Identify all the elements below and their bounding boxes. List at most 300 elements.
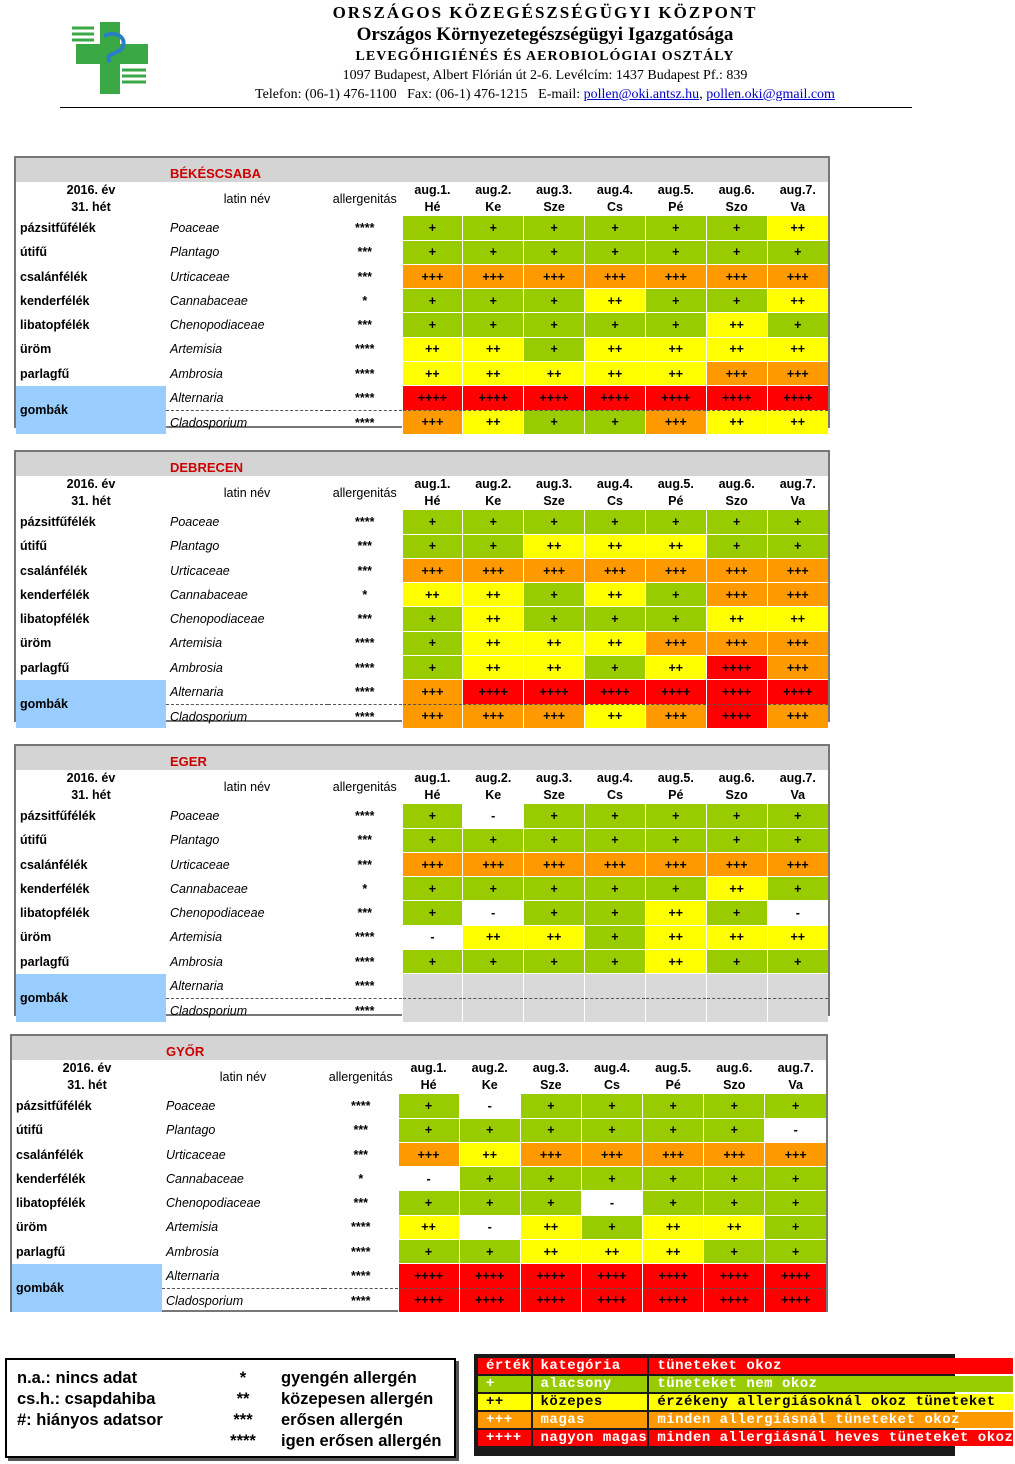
year-week-cell bbox=[16, 770, 166, 804]
pollen-level-cell: - bbox=[767, 901, 828, 925]
day-name: Pé bbox=[668, 200, 684, 215]
pollen-level-cell: + bbox=[524, 950, 585, 974]
pollen-level-cell: ++ bbox=[643, 1240, 704, 1264]
pollen-level-cell: + bbox=[402, 216, 463, 240]
day-header bbox=[704, 1060, 765, 1094]
pollen-level-cell: ++ bbox=[767, 289, 828, 313]
station-table-block bbox=[14, 450, 830, 722]
day-header bbox=[463, 770, 524, 804]
table-row bbox=[16, 583, 828, 607]
pollen-level-cell: ++ bbox=[524, 534, 585, 558]
latin-name: Plantago bbox=[170, 245, 220, 260]
pollen-level-cell: + bbox=[767, 240, 828, 264]
pollen-level-cell bbox=[402, 998, 463, 1022]
pollen-level-cell: + bbox=[581, 1118, 642, 1142]
pollen-level-cell bbox=[706, 974, 767, 998]
pollen-level-cell: + bbox=[520, 1118, 581, 1142]
table-row bbox=[16, 558, 828, 582]
allergenicity-value: **** bbox=[351, 1220, 371, 1235]
pollen-level-cell: +++ bbox=[463, 704, 524, 728]
table-row bbox=[16, 534, 828, 558]
latin-name: Urticaceae bbox=[170, 563, 230, 578]
plant-name: pázsitfűfélék bbox=[20, 809, 96, 824]
plant-name: gombák bbox=[12, 1264, 162, 1313]
day-date: aug.1. bbox=[414, 477, 451, 492]
allergenicity-value: **** bbox=[351, 1099, 371, 1114]
table-row bbox=[16, 313, 828, 337]
plant-name: üröm bbox=[20, 636, 52, 651]
pollen-level-cell: +++ bbox=[767, 631, 828, 655]
pollen-level-cell: +++ bbox=[765, 1142, 826, 1166]
pollen-level-cell: ++ bbox=[767, 216, 828, 240]
pollen-level-cell: + bbox=[459, 1118, 520, 1142]
allergenicity-value: * bbox=[358, 1171, 364, 1186]
pollen-level-cell: ++ bbox=[645, 534, 706, 558]
table-row bbox=[16, 901, 828, 925]
day-name: Cs bbox=[606, 200, 623, 215]
pollen-level-cell: + bbox=[767, 828, 828, 852]
pollen-level-cell: ++ bbox=[585, 289, 646, 313]
org-line-3: LEVEGŐHIGIÉNÉS ÉS AEROBIOLÓGIAI OSZTÁLY bbox=[355, 49, 735, 64]
day-date: aug.3. bbox=[536, 183, 573, 198]
pollen-level-cell bbox=[645, 974, 706, 998]
week-label: 31. hét bbox=[71, 494, 111, 509]
pollen-level-cell: +++ bbox=[706, 583, 767, 607]
pollen-level-cell: +++ bbox=[706, 264, 767, 288]
latin-name: Ambrosia bbox=[170, 366, 223, 381]
day-name: Hé bbox=[420, 1078, 437, 1093]
day-header bbox=[645, 182, 706, 216]
day-name: Hé bbox=[424, 788, 441, 803]
legend-stars: *** bbox=[233, 1411, 253, 1429]
allergenicity-value: **** bbox=[328, 974, 402, 998]
day-name: Pé bbox=[668, 788, 684, 803]
pollen-level-cell: +++ bbox=[463, 558, 524, 582]
day-date: aug.4. bbox=[596, 771, 634, 786]
pollen-level-cell: + bbox=[402, 828, 463, 852]
allergenicity-value: *** bbox=[357, 318, 373, 333]
pollen-level-cell: + bbox=[767, 313, 828, 337]
latin-name-header: latin név bbox=[166, 476, 328, 510]
pollen-level-cell: +++ bbox=[581, 1142, 642, 1166]
pollen-level-cell: +++ bbox=[524, 264, 585, 288]
pollen-level-cell: ++ bbox=[706, 877, 767, 901]
day-header bbox=[402, 476, 463, 510]
day-name: Hé bbox=[424, 494, 441, 509]
latin-name: Alternaria bbox=[166, 974, 328, 998]
day-header bbox=[706, 770, 767, 804]
pollen-level-cell bbox=[402, 974, 463, 998]
day-name: Cs bbox=[606, 788, 623, 803]
pollen-level-cell: ++++ bbox=[765, 1288, 826, 1312]
allergenicity-value: *** bbox=[357, 612, 373, 627]
table-row bbox=[16, 877, 828, 901]
legend-level-value: + bbox=[478, 1376, 531, 1392]
latin-name: Alternaria bbox=[166, 680, 328, 704]
day-date: aug.6. bbox=[718, 477, 755, 492]
pollen-level-cell: +++ bbox=[706, 852, 767, 876]
pollen-level-cell: + bbox=[459, 1191, 520, 1215]
day-date: aug.2. bbox=[475, 477, 512, 492]
pollen-level-cell: + bbox=[398, 1191, 459, 1215]
allergenicity-value: **** bbox=[328, 680, 402, 704]
legend-level-row bbox=[478, 1430, 1013, 1446]
pollen-level-cell: + bbox=[643, 1167, 704, 1191]
legend-code: #: hiányos adatsor bbox=[17, 1411, 163, 1429]
allergenicity-value: *** bbox=[357, 833, 373, 848]
latin-name: Poaceae bbox=[170, 809, 220, 824]
pollen-level-cell: ++ bbox=[463, 631, 524, 655]
pollen-level-cell: +++ bbox=[645, 852, 706, 876]
latin-name-header: latin név bbox=[162, 1060, 324, 1094]
pollen-level-cell: +++ bbox=[767, 656, 828, 680]
pollen-level-cell: + bbox=[398, 1240, 459, 1264]
latin-name: Cannabaceae bbox=[170, 587, 248, 602]
year-label: 2016. év bbox=[66, 477, 116, 492]
allergenicity-value: *** bbox=[357, 906, 373, 921]
pollen-level-cell: +++ bbox=[645, 631, 706, 655]
latin-name: Cannabaceae bbox=[170, 293, 248, 308]
legend-text: gyengén allergén bbox=[281, 1369, 417, 1387]
pollen-table bbox=[16, 746, 828, 1023]
pollen-level-cell: + bbox=[767, 877, 828, 901]
day-name: Sze bbox=[543, 494, 565, 509]
allergenicity-value: **** bbox=[355, 366, 375, 381]
year-label: 2016. év bbox=[62, 1061, 112, 1076]
latin-name: Ambrosia bbox=[166, 1244, 219, 1259]
pollen-level-cell: ++ bbox=[524, 631, 585, 655]
plant-name: üröm bbox=[20, 342, 52, 357]
day-date: aug.7. bbox=[779, 477, 816, 492]
pollen-level-cell: +++ bbox=[706, 631, 767, 655]
legend-level-header bbox=[478, 1358, 1013, 1374]
pollen-level-cell: + bbox=[585, 240, 646, 264]
allergenicity-value: *** bbox=[353, 1147, 369, 1162]
pollen-level-cell: ++ bbox=[581, 1240, 642, 1264]
plant-name: csalánfélék bbox=[20, 269, 88, 284]
pollen-level-cell: +++ bbox=[645, 410, 706, 434]
legend-stars: * bbox=[239, 1369, 247, 1387]
allergenicity-value: **** bbox=[355, 342, 375, 357]
legend-stars: ** bbox=[236, 1390, 250, 1408]
pollen-level-cell: ++ bbox=[463, 337, 524, 361]
pollen-level-cell: +++ bbox=[643, 1142, 704, 1166]
pollen-level-cell: + bbox=[645, 313, 706, 337]
legend-level-value: +++ bbox=[478, 1412, 531, 1428]
table-row bbox=[16, 631, 828, 655]
day-date: aug.3. bbox=[532, 1061, 569, 1076]
pollen-table bbox=[12, 1036, 826, 1313]
day-header bbox=[585, 182, 646, 216]
plant-name: üröm bbox=[16, 1220, 48, 1235]
legend-text: erősen allergén bbox=[281, 1411, 403, 1429]
table-header-row bbox=[16, 476, 828, 510]
day-name: Va bbox=[790, 788, 806, 803]
allergenicity-value: * bbox=[362, 587, 368, 602]
pollen-level-cell: - bbox=[765, 1118, 826, 1142]
pollen-level-cell: ++++ bbox=[459, 1288, 520, 1312]
legend-level-category: alacsony bbox=[533, 1376, 648, 1392]
latin-name-header: latin név bbox=[166, 182, 328, 216]
pollen-level-cell: + bbox=[402, 534, 463, 558]
allergenicity-value: **** bbox=[355, 1003, 375, 1018]
table-header-row bbox=[12, 1060, 826, 1094]
station-table-block bbox=[14, 744, 830, 1016]
day-header bbox=[524, 770, 585, 804]
pollen-level-cell: ++ bbox=[706, 607, 767, 631]
pollen-level-cell: ++++ bbox=[706, 704, 767, 728]
allergenicity-header: allergenitás bbox=[324, 1060, 398, 1094]
pollen-level-cell: + bbox=[585, 216, 646, 240]
band-spacer bbox=[16, 452, 166, 476]
pollen-level-cell: - bbox=[402, 925, 463, 949]
health-cross-logo-icon bbox=[66, 14, 150, 98]
table-row bbox=[16, 240, 828, 264]
table-row bbox=[16, 925, 828, 949]
day-header bbox=[520, 1060, 581, 1094]
pollen-level-cell: + bbox=[765, 1215, 826, 1239]
pollen-level-cell: + bbox=[524, 583, 585, 607]
pollen-level-cell: ++++ bbox=[645, 386, 706, 410]
pollen-level-cell: + bbox=[585, 877, 646, 901]
pollen-level-cell: - bbox=[463, 901, 524, 925]
day-name: Ke bbox=[485, 200, 502, 215]
year-label: 2016. év bbox=[66, 183, 116, 198]
pollen-level-cell: +++ bbox=[463, 852, 524, 876]
pollen-level-cell: + bbox=[463, 877, 524, 901]
pollen-level-cell: + bbox=[706, 804, 767, 828]
band-spacer bbox=[16, 158, 166, 182]
day-date: aug.7. bbox=[779, 771, 816, 786]
pollen-level-cell: + bbox=[581, 1215, 642, 1239]
plant-name: útifű bbox=[20, 539, 48, 554]
day-date: aug.4. bbox=[596, 477, 634, 492]
email-link-2[interactable]: pollen.oki@gmail.com bbox=[706, 87, 835, 102]
week-label: 31. hét bbox=[71, 200, 111, 215]
latin-name: Cladosporium bbox=[170, 1003, 248, 1018]
day-header bbox=[585, 770, 646, 804]
plant-name: kenderfélék bbox=[20, 881, 90, 896]
day-header bbox=[645, 476, 706, 510]
allergenicity-value: **** bbox=[355, 515, 375, 530]
city-name: GYŐR bbox=[162, 1036, 398, 1060]
pollen-level-cell: + bbox=[459, 1167, 520, 1191]
pollen-level-cell: +++ bbox=[585, 264, 646, 288]
legend-level-row bbox=[478, 1376, 1013, 1392]
plant-name: csalánfélék bbox=[20, 563, 88, 578]
legend-level-value: ++++ bbox=[478, 1430, 531, 1446]
pollen-level-cell: ++++ bbox=[581, 1264, 642, 1288]
latin-name: Plantago bbox=[170, 539, 220, 554]
table-row bbox=[12, 1264, 826, 1288]
contact-line bbox=[190, 85, 900, 105]
latin-name: Plantago bbox=[170, 833, 220, 848]
email-link-1[interactable]: pollen@oki.antsz.hu bbox=[583, 87, 700, 102]
plant-name: parlagfű bbox=[16, 1244, 66, 1259]
plant-name: útifű bbox=[20, 833, 48, 848]
pollen-level-cell: + bbox=[463, 240, 524, 264]
band-spacer bbox=[12, 1036, 162, 1060]
pollen-level-cell: ++ bbox=[585, 362, 646, 386]
pollen-level-cell: + bbox=[645, 804, 706, 828]
pollen-level-cell: + bbox=[402, 313, 463, 337]
pollen-level-cell: + bbox=[585, 901, 646, 925]
table-header-row bbox=[16, 770, 828, 804]
pollen-level-cell: + bbox=[402, 510, 463, 534]
day-name: Ke bbox=[481, 1078, 498, 1093]
day-name: Szo bbox=[725, 788, 748, 803]
plant-name: libatopfélék bbox=[20, 906, 90, 921]
pollen-level-cell: ++ bbox=[645, 950, 706, 974]
pollen-level-cell: ++ bbox=[585, 704, 646, 728]
plant-name: csalánfélék bbox=[20, 857, 88, 872]
pollen-level-cell: +++ bbox=[704, 1142, 765, 1166]
pollen-level-cell: + bbox=[704, 1094, 765, 1118]
table-row bbox=[12, 1142, 826, 1166]
pollen-level-cell: + bbox=[765, 1240, 826, 1264]
pollen-table bbox=[16, 452, 828, 729]
day-header bbox=[581, 1060, 642, 1094]
pollen-level-cell: ++++ bbox=[585, 680, 646, 704]
pollen-level-cell: + bbox=[767, 804, 828, 828]
pollen-level-cell: + bbox=[767, 950, 828, 974]
latin-name: Chenopodiaceae bbox=[166, 1196, 261, 1211]
pollen-level-cell: +++ bbox=[585, 558, 646, 582]
pollen-level-cell: ++ bbox=[524, 656, 585, 680]
latin-name: Artemisia bbox=[170, 636, 223, 651]
legend-text: igen erősen allergén bbox=[281, 1432, 442, 1450]
table-row bbox=[12, 1191, 826, 1215]
pollen-level-cell: +++ bbox=[767, 583, 828, 607]
day-date: aug.6. bbox=[718, 771, 755, 786]
pollen-level-cell: ++ bbox=[402, 362, 463, 386]
day-header bbox=[402, 770, 463, 804]
pollen-level-cell: + bbox=[706, 901, 767, 925]
pollen-level-cell: + bbox=[402, 804, 463, 828]
day-header bbox=[398, 1060, 459, 1094]
day-date: aug.2. bbox=[475, 771, 512, 786]
pollen-level-cell: + bbox=[463, 950, 524, 974]
pollen-level-cell: ++++ bbox=[520, 1288, 581, 1312]
pollen-level-cell: +++ bbox=[767, 362, 828, 386]
pollen-level-cell: + bbox=[459, 1240, 520, 1264]
pollen-level-cell: ++++ bbox=[463, 386, 524, 410]
allergenicity-legend bbox=[5, 1358, 456, 1458]
pollen-level-cell: + bbox=[524, 877, 585, 901]
pollen-level-cell: ++++ bbox=[463, 680, 524, 704]
pollen-level-cell: ++ bbox=[585, 337, 646, 361]
pollen-level-cell: + bbox=[524, 289, 585, 313]
pollen-level-cell bbox=[767, 998, 828, 1022]
pollen-level-cell: ++ bbox=[585, 534, 646, 558]
pollen-level-cell: ++++ bbox=[459, 1264, 520, 1288]
pollen-level-cell: ++ bbox=[704, 1215, 765, 1239]
day-date: aug.4. bbox=[593, 1061, 631, 1076]
week-label: 31. hét bbox=[67, 1078, 107, 1093]
pollen-level-cell: ++ bbox=[645, 901, 706, 925]
day-name: Va bbox=[790, 200, 806, 215]
pollen-level-cell: + bbox=[643, 1118, 704, 1142]
plant-name: gombák bbox=[16, 680, 166, 729]
pollen-level-cell: + bbox=[402, 240, 463, 264]
latin-name: Artemisia bbox=[166, 1220, 219, 1235]
day-header bbox=[765, 1060, 826, 1094]
pollen-level-cell: + bbox=[706, 240, 767, 264]
latin-name: Alternaria bbox=[162, 1264, 324, 1288]
city-name: BÉKÉSCSABA bbox=[166, 158, 402, 182]
pollen-level-cell: + bbox=[581, 1167, 642, 1191]
pollen-level-cell: ++ bbox=[767, 607, 828, 631]
plant-name: parlagfű bbox=[20, 954, 70, 969]
pollen-level-cell bbox=[463, 974, 524, 998]
latin-name: Poaceae bbox=[166, 1099, 216, 1114]
plant-name: libatopfélék bbox=[16, 1196, 86, 1211]
allergenicity-value: **** bbox=[351, 1244, 371, 1259]
day-header bbox=[767, 770, 828, 804]
legend-level-effect: minden allergiásnál tüneteket okoz bbox=[649, 1412, 1013, 1428]
day-header bbox=[463, 182, 524, 216]
day-name: Sze bbox=[543, 788, 565, 803]
allergenicity-value: **** bbox=[355, 221, 375, 236]
pollen-level-cell: + bbox=[704, 1167, 765, 1191]
pollen-level-cell: +++ bbox=[402, 264, 463, 288]
pollen-level-cell: +++ bbox=[520, 1142, 581, 1166]
pollen-level-cell: +++ bbox=[585, 852, 646, 876]
org-line-1: ORSZÁGOS KÖZEGÉSZSÉGÜGYI KÖZPONT bbox=[332, 3, 758, 22]
allergenicity-value: **** bbox=[355, 636, 375, 651]
table-row bbox=[16, 386, 828, 410]
day-name: Szo bbox=[725, 494, 748, 509]
allergenicity-value: *** bbox=[353, 1196, 369, 1211]
header-divider bbox=[60, 107, 912, 108]
latin-name: Poaceae bbox=[170, 221, 220, 236]
table-header-row bbox=[16, 182, 828, 216]
pollen-level-cell: + bbox=[645, 216, 706, 240]
pollen-level-cell: ++ bbox=[459, 1142, 520, 1166]
pollen-level-cell: + bbox=[706, 289, 767, 313]
table-row bbox=[12, 1167, 826, 1191]
station-table-block bbox=[14, 156, 830, 428]
pollen-level-cell: + bbox=[524, 313, 585, 337]
latin-name: Plantago bbox=[166, 1123, 216, 1138]
table-row bbox=[16, 974, 828, 998]
day-header bbox=[459, 1060, 520, 1094]
latin-name: Cladosporium bbox=[170, 709, 248, 724]
pollen-level-cell: + bbox=[643, 1191, 704, 1215]
pollen-level-cell: + bbox=[524, 828, 585, 852]
pollen-level-cell: - bbox=[459, 1094, 520, 1118]
pollen-level-cell: ++++ bbox=[524, 680, 585, 704]
pollen-level-cell: ++ bbox=[463, 410, 524, 434]
pollen-level-cell: ++ bbox=[645, 362, 706, 386]
pollen-level-cell: - bbox=[398, 1167, 459, 1191]
pollen-level-cell: ++++ bbox=[706, 656, 767, 680]
pollen-level-cell: + bbox=[581, 1094, 642, 1118]
day-name: Pé bbox=[665, 1078, 681, 1093]
day-name: Hé bbox=[424, 200, 441, 215]
pollen-level-cell: +++ bbox=[402, 704, 463, 728]
day-header bbox=[402, 182, 463, 216]
pollen-level-cell: ++ bbox=[643, 1215, 704, 1239]
pollen-level-cell: + bbox=[398, 1118, 459, 1142]
legend-level-row bbox=[478, 1412, 1013, 1428]
table-row bbox=[16, 337, 828, 361]
plant-name: pázsitfűfélék bbox=[20, 221, 96, 236]
allergenicity-header: allergenitás bbox=[328, 182, 402, 216]
table-row bbox=[16, 828, 828, 852]
legend-stars: **** bbox=[230, 1432, 256, 1450]
latin-name: Cannabaceae bbox=[166, 1171, 244, 1186]
